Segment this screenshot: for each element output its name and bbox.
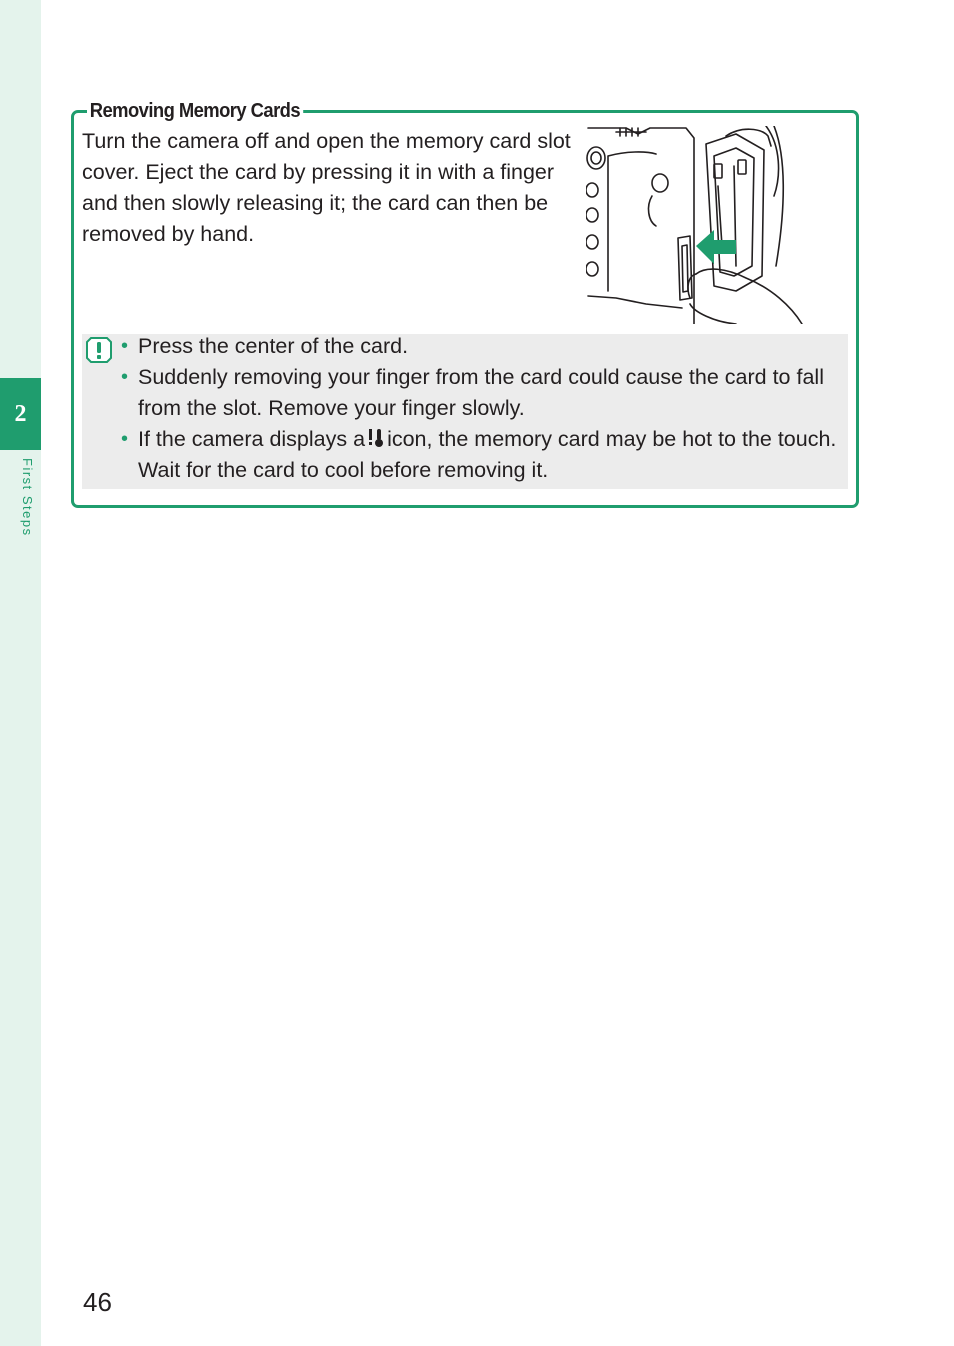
chapter-number: 2 bbox=[14, 400, 27, 427]
sidebar-strip bbox=[0, 0, 41, 1346]
note-text-3a: If the camera displays a bbox=[138, 427, 366, 451]
notes-list bbox=[120, 331, 850, 486]
chapter-name: First Steps bbox=[20, 458, 35, 537]
note-text-1: Press the center of the card. bbox=[138, 334, 409, 358]
list-item bbox=[120, 362, 850, 424]
bullet-dot: • bbox=[121, 428, 129, 450]
temperature-warning-icon bbox=[368, 428, 384, 448]
chapter-number-tab bbox=[0, 378, 41, 450]
list-item bbox=[120, 424, 850, 486]
bullet-dot: • bbox=[121, 335, 129, 357]
list-item bbox=[120, 331, 850, 362]
push-arrow-icon bbox=[696, 230, 736, 264]
info-box-body: Turn the camera off and open the memory card slot cover. Eject the card by pressing it in with a finger and then slowly releasing it; the card can then be removed by hand. bbox=[82, 129, 571, 246]
note-text-2: Suddenly removing your finger from the card could cause the card to fall from the slot. Remove your finger slowly. bbox=[138, 365, 824, 420]
note-text-3b: icon, the memory card may be hot to the touch. Wait for the card to cool before removing it. bbox=[138, 427, 837, 482]
memory-card-removal-illustration bbox=[586, 126, 804, 324]
info-box-title: Removing Memory Cards bbox=[87, 98, 303, 124]
page-number: 46 bbox=[83, 1287, 112, 1317]
caution-icon bbox=[86, 337, 112, 363]
bullet-dot: • bbox=[121, 366, 129, 388]
